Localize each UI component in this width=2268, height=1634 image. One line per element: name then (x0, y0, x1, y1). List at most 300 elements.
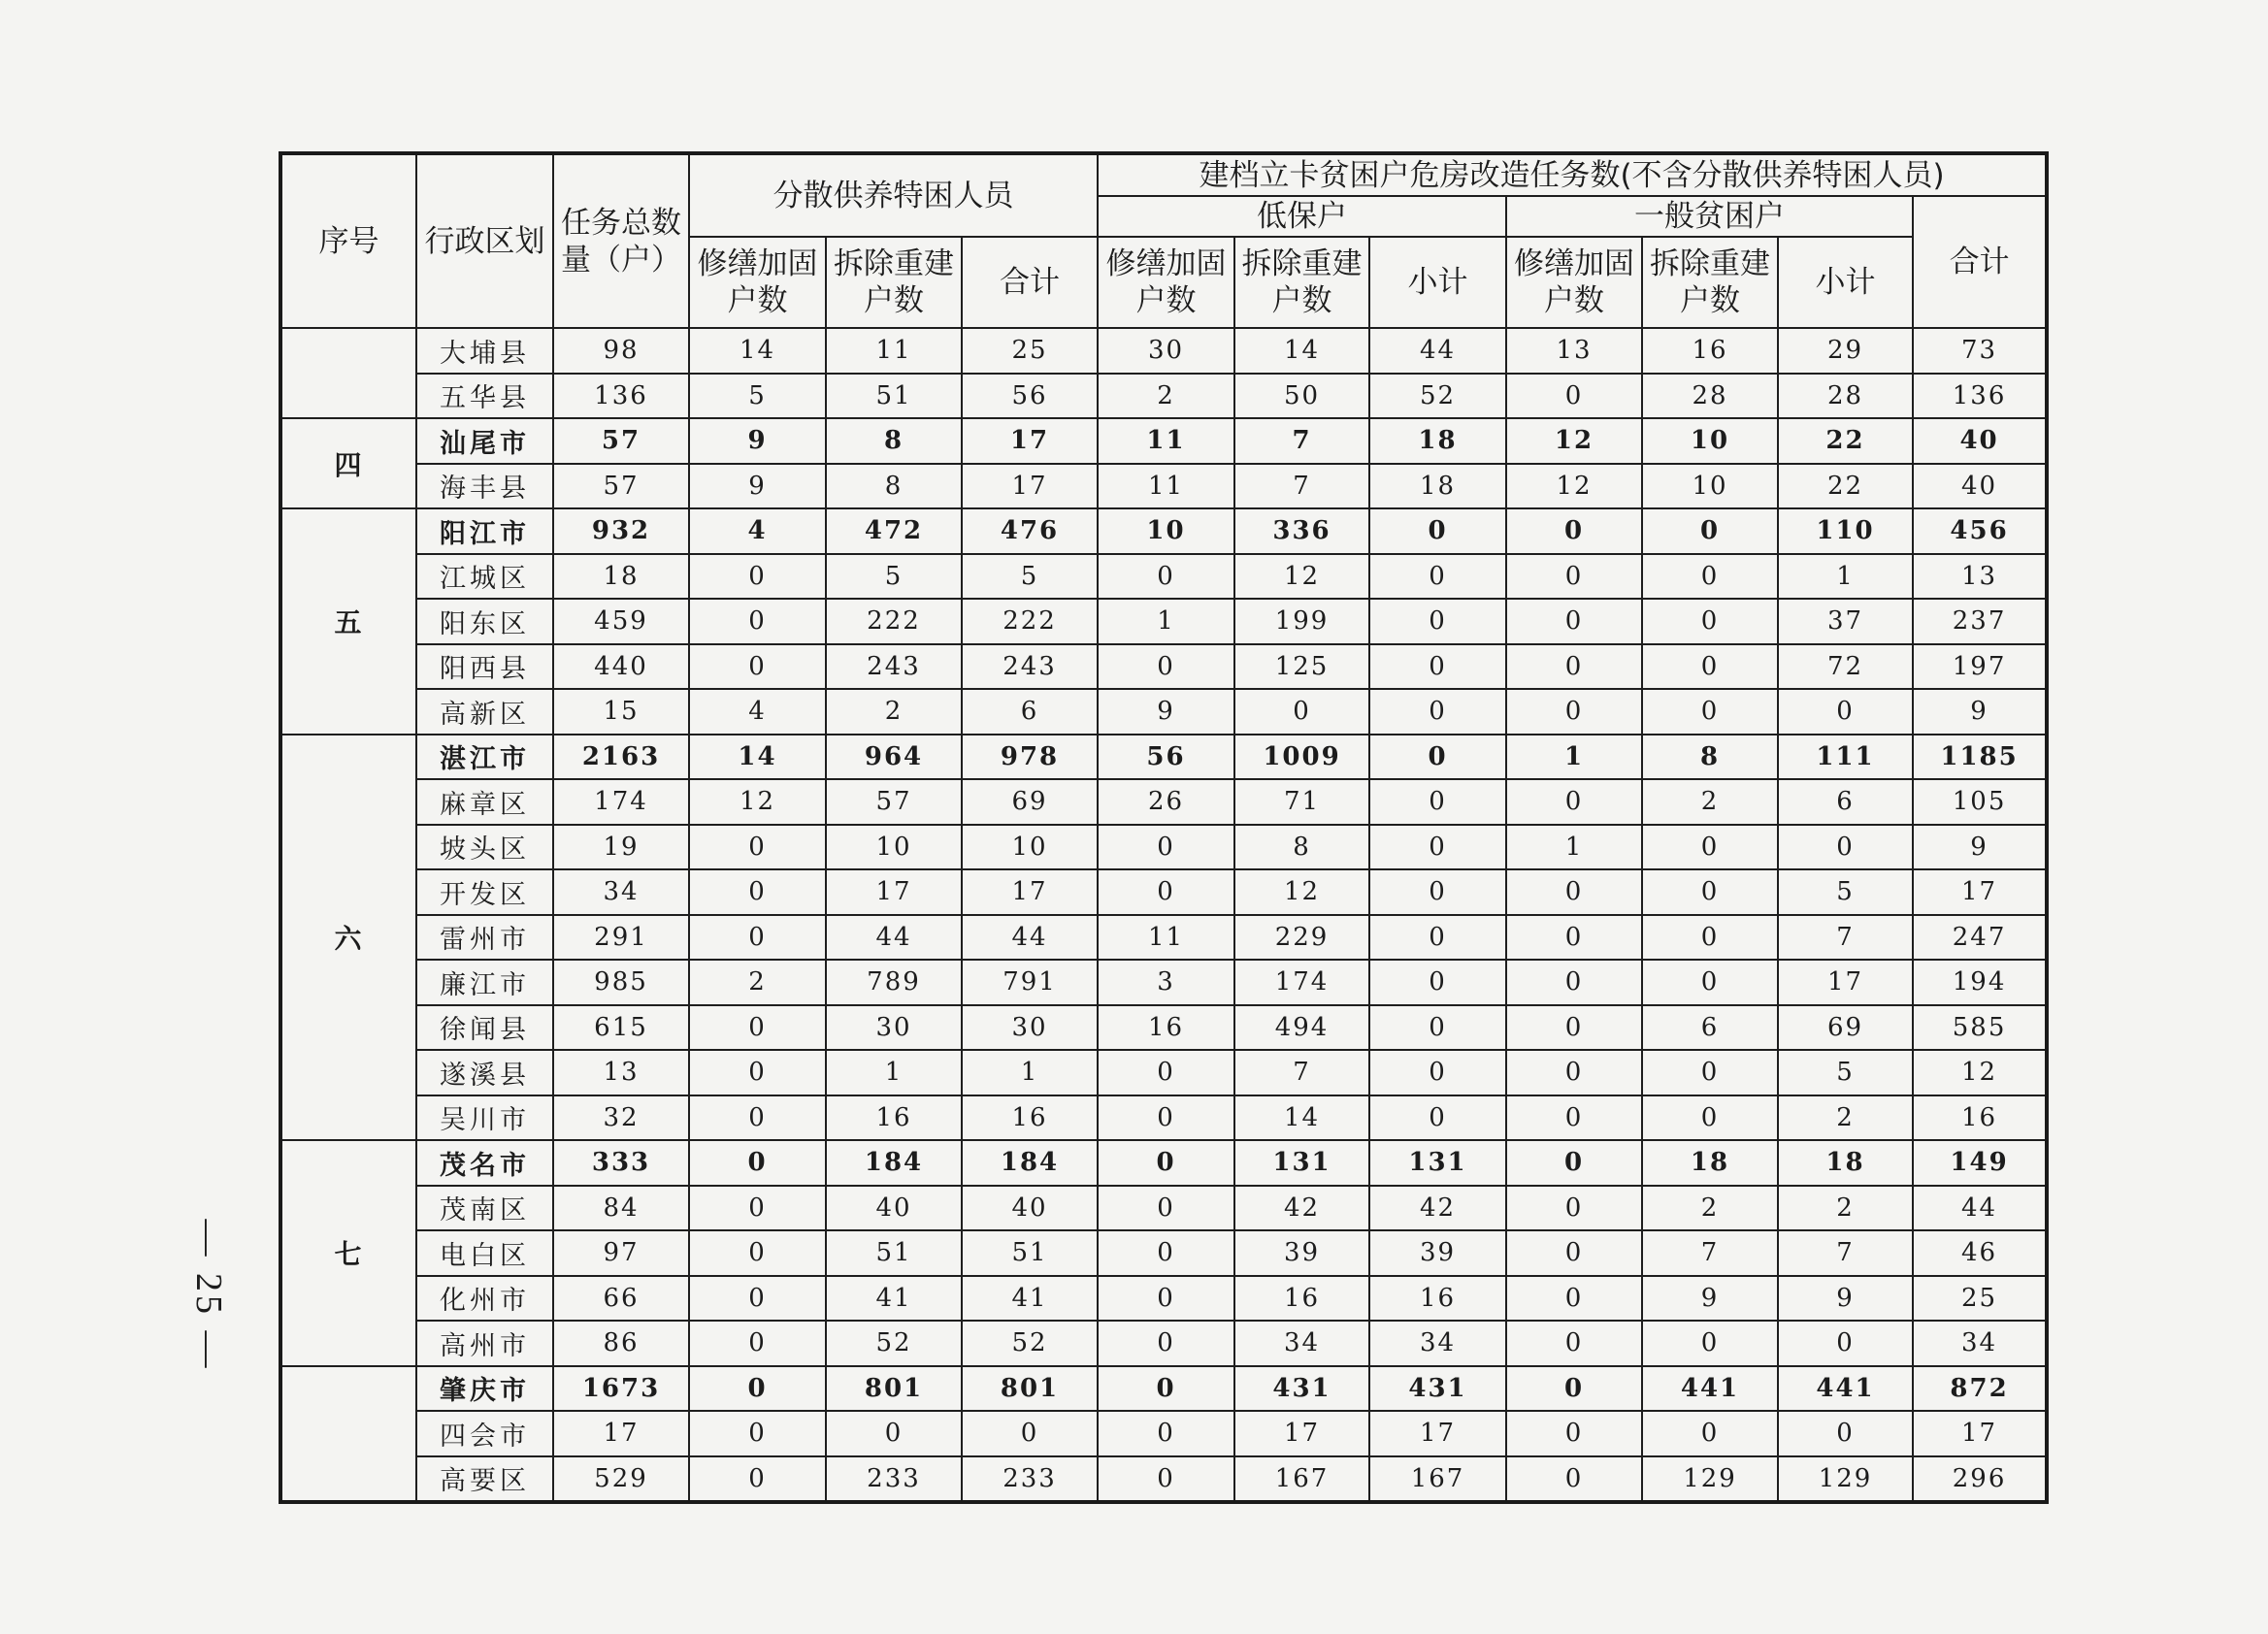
value-cell: 41 (962, 1276, 1098, 1322)
value-cell: 0 (1506, 1366, 1642, 1412)
value-cell: 0 (1506, 1230, 1642, 1276)
value-cell: 1 (1098, 599, 1234, 644)
region-name: 廉江市 (416, 960, 553, 1005)
value-cell: 0 (1506, 689, 1642, 735)
table-row (280, 1456, 2047, 1503)
value-cell: 40 (962, 1186, 1098, 1231)
table-row (280, 508, 2047, 554)
value-cell: 37 (1778, 599, 1913, 644)
value-cell: 7 (1234, 1050, 1369, 1095)
value-cell: 0 (1098, 1366, 1234, 1412)
value-cell: 0 (1642, 1321, 1778, 1366)
value-cell: 17 (962, 869, 1098, 915)
value-cell: 12 (1234, 869, 1369, 915)
region-name: 肇庆市 (416, 1366, 553, 1412)
region-name: 阳西县 (416, 644, 553, 690)
value-cell: 0 (689, 1186, 826, 1231)
region-name: 雷州市 (416, 915, 553, 961)
value-cell: 229 (1234, 915, 1369, 961)
value-cell: 0 (1642, 599, 1778, 644)
header-general-repair: 修缮加固户数 (1506, 237, 1642, 328)
region-name: 四会市 (416, 1411, 553, 1456)
value-cell: 184 (826, 1140, 962, 1186)
value-cell: 17 (1913, 1411, 2047, 1456)
value-cell: 0 (689, 1321, 826, 1366)
header-seq: 序号 (280, 153, 416, 328)
value-cell: 0 (689, 1005, 826, 1051)
value-cell: 5 (1778, 1050, 1913, 1095)
value-cell: 789 (826, 960, 962, 1005)
value-cell: 0 (689, 1276, 826, 1322)
region-name: 遂溪县 (416, 1050, 553, 1095)
value-cell: 25 (1913, 1276, 2047, 1322)
value-cell: 29 (1778, 328, 1913, 374)
seq-cell: 七 (280, 1140, 416, 1366)
value-cell: 42 (1369, 1186, 1506, 1231)
value-cell: 0 (1369, 508, 1506, 554)
value-cell: 441 (1778, 1366, 1913, 1412)
value-cell: 16 (962, 1095, 1098, 1141)
region-name: 高新区 (416, 689, 553, 735)
value-cell: 431 (1369, 1366, 1506, 1412)
value-cell: 9 (689, 418, 826, 464)
value-cell: 3 (1098, 960, 1234, 1005)
value-cell: 16 (826, 1095, 962, 1141)
value-cell: 801 (962, 1366, 1098, 1412)
value-cell: 0 (1369, 1050, 1506, 1095)
value-cell: 110 (1778, 508, 1913, 554)
total-cell: 932 (553, 508, 689, 554)
value-cell: 0 (1098, 825, 1234, 870)
value-cell: 243 (962, 644, 1098, 690)
value-cell: 72 (1778, 644, 1913, 690)
value-cell: 9 (1913, 825, 2047, 870)
total-cell: 13 (553, 1050, 689, 1095)
value-cell: 14 (689, 735, 826, 780)
value-cell: 18 (1778, 1140, 1913, 1186)
value-cell: 12 (1506, 418, 1642, 464)
value-cell: 0 (1506, 779, 1642, 825)
value-cell: 7 (1642, 1230, 1778, 1276)
value-cell: 5 (1778, 869, 1913, 915)
value-cell: 125 (1234, 644, 1369, 690)
value-cell: 30 (826, 1005, 962, 1051)
value-cell: 42 (1234, 1186, 1369, 1231)
region-name: 吴川市 (416, 1095, 553, 1141)
value-cell: 585 (1913, 1005, 2047, 1051)
total-cell: 15 (553, 689, 689, 735)
value-cell: 34 (1369, 1321, 1506, 1366)
table-row (280, 689, 2047, 735)
value-cell: 44 (1369, 328, 1506, 374)
header-registered-group: 建档立卡贫困户危房改造任务数(不含分散供养特困人员) (1098, 153, 2047, 196)
value-cell: 149 (1913, 1140, 2047, 1186)
region-name: 五华县 (416, 374, 553, 419)
region-name: 化州市 (416, 1276, 553, 1322)
value-cell: 0 (1506, 599, 1642, 644)
header-general-subtotal: 小计 (1778, 237, 1913, 328)
table-row (280, 464, 2047, 509)
value-cell: 0 (1642, 644, 1778, 690)
value-cell: 0 (1369, 599, 1506, 644)
value-cell: 16 (1369, 1276, 1506, 1322)
seq-cell: 四 (280, 418, 416, 508)
value-cell: 69 (1778, 1005, 1913, 1051)
region-name: 海丰县 (416, 464, 553, 509)
table-row (280, 960, 2047, 1005)
value-cell: 5 (962, 554, 1098, 600)
value-cell: 1 (962, 1050, 1098, 1095)
value-cell: 10 (826, 825, 962, 870)
value-cell: 1009 (1234, 735, 1369, 780)
value-cell: 174 (1234, 960, 1369, 1005)
value-cell: 18 (1369, 418, 1506, 464)
table-row (280, 915, 2047, 961)
value-cell: 17 (826, 869, 962, 915)
value-cell: 0 (1369, 825, 1506, 870)
total-cell: 97 (553, 1230, 689, 1276)
value-cell: 7 (1234, 418, 1369, 464)
total-cell: 174 (553, 779, 689, 825)
value-cell: 7 (1778, 915, 1913, 961)
value-cell: 44 (962, 915, 1098, 961)
table-row (280, 869, 2047, 915)
value-cell: 243 (826, 644, 962, 690)
value-cell: 0 (1098, 1140, 1234, 1186)
value-cell: 18 (1642, 1140, 1778, 1186)
value-cell: 0 (1778, 1411, 1913, 1456)
value-cell: 2 (1778, 1095, 1913, 1141)
value-cell: 0 (1369, 644, 1506, 690)
value-cell: 0 (1369, 915, 1506, 961)
header-scattered-sum: 合计 (962, 237, 1098, 328)
total-cell: 18 (553, 554, 689, 600)
seq-cell: 六 (280, 735, 416, 1141)
table-row (280, 825, 2047, 870)
total-cell: 32 (553, 1095, 689, 1141)
value-cell: 0 (826, 1411, 962, 1456)
value-cell: 50 (1234, 374, 1369, 419)
value-cell: 0 (1098, 644, 1234, 690)
value-cell: 872 (1913, 1366, 2047, 1412)
value-cell: 0 (689, 599, 826, 644)
table-row (280, 1230, 2047, 1276)
value-cell: 0 (1506, 1411, 1642, 1456)
value-cell: 0 (1506, 374, 1642, 419)
value-cell: 476 (962, 508, 1098, 554)
value-cell: 5 (826, 554, 962, 600)
value-cell: 10 (1098, 508, 1234, 554)
value-cell: 4 (689, 508, 826, 554)
value-cell: 0 (1369, 869, 1506, 915)
value-cell: 6 (1642, 1005, 1778, 1051)
seq-cell: 五 (280, 508, 416, 735)
value-cell: 17 (962, 464, 1098, 509)
value-cell: 222 (962, 599, 1098, 644)
total-cell: 19 (553, 825, 689, 870)
value-cell: 0 (1506, 1005, 1642, 1051)
value-cell: 56 (1098, 735, 1234, 780)
seq-cell (280, 1366, 416, 1503)
value-cell: 52 (826, 1321, 962, 1366)
value-cell: 0 (1098, 869, 1234, 915)
table-row (280, 1321, 2047, 1366)
value-cell: 472 (826, 508, 962, 554)
value-cell: 0 (1506, 1095, 1642, 1141)
value-cell: 0 (1642, 1050, 1778, 1095)
region-name: 麻章区 (416, 779, 553, 825)
value-cell: 0 (1506, 1186, 1642, 1231)
value-cell: 12 (1234, 554, 1369, 600)
value-cell: 30 (1098, 328, 1234, 374)
total-cell: 34 (553, 869, 689, 915)
table-row (280, 1050, 2047, 1095)
value-cell: 494 (1234, 1005, 1369, 1051)
value-cell: 28 (1778, 374, 1913, 419)
value-cell: 0 (1098, 1230, 1234, 1276)
table-row (280, 328, 2047, 374)
total-cell: 136 (553, 374, 689, 419)
header-dibao-repair: 修缮加固户数 (1098, 237, 1234, 328)
value-cell: 56 (962, 374, 1098, 419)
value-cell: 51 (962, 1230, 1098, 1276)
value-cell: 0 (1369, 554, 1506, 600)
value-cell: 6 (1778, 779, 1913, 825)
value-cell: 13 (1506, 328, 1642, 374)
value-cell: 0 (689, 1140, 826, 1186)
region-name: 阳东区 (416, 599, 553, 644)
total-cell: 57 (553, 418, 689, 464)
value-cell: 0 (1642, 508, 1778, 554)
table-row (280, 1411, 2047, 1456)
value-cell: 0 (1506, 554, 1642, 600)
value-cell: 131 (1234, 1140, 1369, 1186)
value-cell: 14 (1234, 328, 1369, 374)
value-cell: 8 (1234, 825, 1369, 870)
value-cell: 40 (1913, 418, 2047, 464)
seq-cell (280, 328, 416, 418)
value-cell: 441 (1642, 1366, 1778, 1412)
value-cell: 8 (1642, 735, 1778, 780)
region-name: 茂南区 (416, 1186, 553, 1231)
value-cell: 52 (1369, 374, 1506, 419)
value-cell: 28 (1642, 374, 1778, 419)
value-cell: 46 (1913, 1230, 2047, 1276)
value-cell: 194 (1913, 960, 2047, 1005)
value-cell: 0 (1642, 554, 1778, 600)
value-cell: 0 (1642, 689, 1778, 735)
value-cell: 0 (1369, 735, 1506, 780)
value-cell: 0 (689, 1230, 826, 1276)
value-cell: 7 (1234, 464, 1369, 509)
table-header (280, 153, 2047, 328)
value-cell: 978 (962, 735, 1098, 780)
value-cell: 10 (962, 825, 1098, 870)
value-cell: 14 (689, 328, 826, 374)
value-cell: 105 (1913, 779, 2047, 825)
value-cell: 1185 (1913, 735, 2047, 780)
value-cell: 791 (962, 960, 1098, 1005)
value-cell: 0 (1369, 779, 1506, 825)
value-cell: 0 (689, 644, 826, 690)
value-cell: 34 (1913, 1321, 2047, 1366)
value-cell: 14 (1234, 1095, 1369, 1141)
value-cell: 129 (1778, 1456, 1913, 1503)
total-cell: 84 (553, 1186, 689, 1231)
value-cell: 16 (1642, 328, 1778, 374)
value-cell: 4 (689, 689, 826, 735)
region-name: 阳江市 (416, 508, 553, 554)
value-cell: 237 (1913, 599, 2047, 644)
value-cell: 0 (1506, 508, 1642, 554)
table-row (280, 1005, 2047, 1051)
value-cell: 25 (962, 328, 1098, 374)
value-cell: 69 (962, 779, 1098, 825)
value-cell: 12 (1506, 464, 1642, 509)
value-cell: 0 (1506, 1321, 1642, 1366)
value-cell: 0 (1778, 689, 1913, 735)
value-cell: 1 (1506, 825, 1642, 870)
value-cell: 0 (689, 1366, 826, 1412)
table-row (280, 779, 2047, 825)
region-name: 徐闻县 (416, 1005, 553, 1051)
value-cell: 0 (1234, 689, 1369, 735)
header-dibao-rebuild: 拆除重建户数 (1234, 237, 1369, 328)
value-cell: 0 (1642, 960, 1778, 1005)
header-scattered-group: 分散供养特困人员 (689, 153, 1098, 237)
value-cell: 2 (689, 960, 826, 1005)
header-region: 行政区划 (416, 153, 553, 328)
header-dibao-subtotal: 小计 (1369, 237, 1506, 328)
header-grand-total: 合计 (1913, 196, 2047, 328)
value-cell: 0 (1098, 1321, 1234, 1366)
total-cell: 459 (553, 599, 689, 644)
value-cell: 0 (1098, 1276, 1234, 1322)
value-cell: 167 (1369, 1456, 1506, 1503)
total-cell: 2163 (553, 735, 689, 780)
total-cell: 17 (553, 1411, 689, 1456)
value-cell: 0 (689, 1095, 826, 1141)
region-name: 茂名市 (416, 1140, 553, 1186)
value-cell: 0 (1369, 1005, 1506, 1051)
value-cell: 0 (1506, 960, 1642, 1005)
value-cell: 0 (1506, 1140, 1642, 1186)
value-cell: 9 (1098, 689, 1234, 735)
total-cell: 86 (553, 1321, 689, 1366)
table-row (280, 735, 2047, 780)
total-cell: 333 (553, 1140, 689, 1186)
value-cell: 0 (1098, 1050, 1234, 1095)
value-cell: 71 (1234, 779, 1369, 825)
value-cell: 22 (1778, 418, 1913, 464)
value-cell: 30 (962, 1005, 1098, 1051)
value-cell: 2 (1642, 1186, 1778, 1231)
value-cell: 17 (1913, 869, 2047, 915)
table-row (280, 1276, 2047, 1322)
value-cell: 0 (1506, 1456, 1642, 1503)
value-cell: 13 (1913, 554, 2047, 600)
value-cell: 73 (1913, 328, 2047, 374)
value-cell: 0 (689, 915, 826, 961)
value-cell: 11 (1098, 418, 1234, 464)
value-cell: 0 (1506, 869, 1642, 915)
value-cell: 10 (1642, 464, 1778, 509)
value-cell: 336 (1234, 508, 1369, 554)
value-cell: 16 (1234, 1276, 1369, 1322)
region-name: 大埔县 (416, 328, 553, 374)
value-cell: 26 (1098, 779, 1234, 825)
region-name: 湛江市 (416, 735, 553, 780)
housing-task-table (279, 151, 2049, 1504)
value-cell: 16 (1098, 1005, 1234, 1051)
total-cell: 98 (553, 328, 689, 374)
value-cell: 9 (1642, 1276, 1778, 1322)
value-cell: 964 (826, 735, 962, 780)
total-cell: 57 (553, 464, 689, 509)
value-cell: 0 (1506, 1050, 1642, 1095)
value-cell: 18 (1369, 464, 1506, 509)
value-cell: 52 (962, 1321, 1098, 1366)
value-cell: 57 (826, 779, 962, 825)
value-cell: 0 (1098, 1095, 1234, 1141)
value-cell: 7 (1778, 1230, 1913, 1276)
value-cell: 12 (1913, 1050, 2047, 1095)
value-cell: 8 (826, 418, 962, 464)
value-cell: 5 (689, 374, 826, 419)
value-cell: 0 (1642, 1411, 1778, 1456)
region-name: 江城区 (416, 554, 553, 600)
total-cell: 615 (553, 1005, 689, 1051)
region-name: 电白区 (416, 1230, 553, 1276)
value-cell: 456 (1913, 508, 2047, 554)
table-row (280, 1095, 2047, 1141)
region-name: 坡头区 (416, 825, 553, 870)
header-scattered-rebuild: 拆除重建户数 (826, 237, 962, 328)
value-cell: 0 (1506, 644, 1642, 690)
value-cell: 184 (962, 1140, 1098, 1186)
header-total: 任务总数量（户） (553, 153, 689, 328)
value-cell: 0 (1369, 960, 1506, 1005)
value-cell: 34 (1234, 1321, 1369, 1366)
value-cell: 0 (689, 869, 826, 915)
value-cell: 17 (1234, 1411, 1369, 1456)
value-cell: 44 (826, 915, 962, 961)
value-cell: 0 (1642, 869, 1778, 915)
value-cell: 0 (1506, 915, 1642, 961)
value-cell: 0 (1642, 1095, 1778, 1141)
value-cell: 136 (1913, 374, 2047, 419)
value-cell: 131 (1369, 1140, 1506, 1186)
value-cell: 0 (1369, 689, 1506, 735)
value-cell: 197 (1913, 644, 2047, 690)
header-general-group: 一般贫困户 (1506, 196, 1913, 237)
value-cell: 801 (826, 1366, 962, 1412)
value-cell: 2 (1098, 374, 1234, 419)
value-cell: 0 (689, 554, 826, 600)
header-dibao-group: 低保户 (1098, 196, 1506, 237)
table-row (280, 1140, 2047, 1186)
value-cell: 51 (826, 374, 962, 419)
page-number-text: — 25 — (188, 1219, 229, 1372)
value-cell: 16 (1913, 1095, 2047, 1141)
value-cell: 17 (1778, 960, 1913, 1005)
value-cell: 40 (826, 1186, 962, 1231)
value-cell: 0 (1369, 1095, 1506, 1141)
value-cell: 22 (1778, 464, 1913, 509)
value-cell: 233 (962, 1456, 1098, 1503)
value-cell: 9 (689, 464, 826, 509)
table-row (280, 554, 2047, 600)
